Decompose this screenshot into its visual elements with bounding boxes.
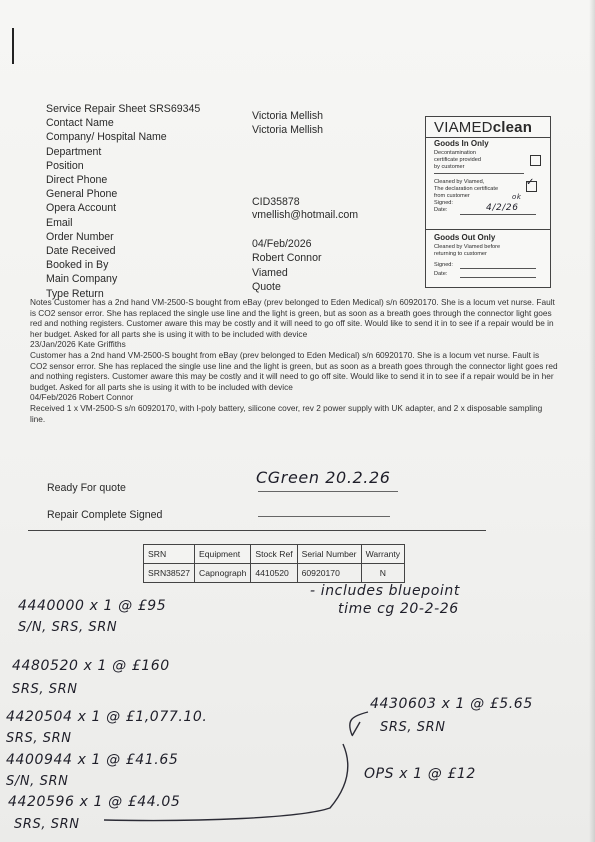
value-opera-account: CID35878 <box>252 196 300 208</box>
ready-signature: CGreen 20.2.26 <box>256 468 391 487</box>
value-email: vmellish@hotmail.com <box>252 209 359 221</box>
label-email: Email <box>46 216 73 229</box>
goods-in-title: Goods In Only <box>434 139 489 148</box>
label-type-return: Type Return <box>46 287 104 300</box>
note-paragraph: Notes Customer has a 2nd hand VM-2500-S bought from eBay (prev belonged to Eden Medical) s/n 60920170. She is a locum vet nurse. Fault is CO2 sensor error. She has replaced the single use line and the light is green, but as soon as a breath goes through the connector light goes red and nothing registers. Customer aware this may be costly and it will need to go off site. Would like to send it in to see if a repair would be in her budget. Asked for all parts she is using it with to be included with device <box>30 297 555 339</box>
cleaned-line-3: from customer <box>434 193 470 199</box>
cell-stock-ref: 4410520 <box>251 564 297 583</box>
handwritten-part-tags: SRS, SRN <box>12 682 78 697</box>
cell-srn: SRN38527 <box>144 564 195 583</box>
value-contact-name: Victoria Mellish <box>252 110 324 122</box>
handwritten-part-line: 4420504 x 1 @ £1,077.10. <box>6 709 208 725</box>
label-order-number: Order Number <box>46 230 114 243</box>
repair-complete-label: Repair Complete Signed <box>47 509 163 521</box>
goods-in-line-2: certificate provided <box>434 157 481 163</box>
label-contact-name: Contact Name <box>46 117 114 130</box>
label-date-received: Date Received <box>46 245 116 258</box>
col-srn: SRN <box>144 545 195 564</box>
cleaned-line-1: Cleaned by Viamed, <box>434 179 485 185</box>
handwritten-part-tags: SRS, SRN <box>380 720 446 735</box>
handwritten-part-line: 4430603 x 1 @ £5.65 <box>370 696 533 712</box>
handwritten-part-line: OPS x 1 @ £12 <box>364 766 476 782</box>
bracket-stroke <box>352 722 360 736</box>
handwritten-part-line: 4440000 x 1 @ £95 <box>18 598 167 614</box>
stamp-signed-label: Signed: <box>434 200 453 206</box>
sheet-title: Service Repair Sheet SRS69345 <box>46 103 201 115</box>
value-type-return: Quote <box>252 281 281 293</box>
label-company: Company/ Hospital Name <box>46 131 167 144</box>
goods-in-line-3: by customer <box>434 164 465 170</box>
value-company: Victoria Mellish <box>252 124 324 136</box>
handwritten-part-line: 4420596 x 1 @ £44.05 <box>8 794 181 810</box>
value-date-received: 04/Feb/2026 <box>252 238 312 250</box>
goods-out-line-1: Cleaned by Viamed before <box>434 244 501 250</box>
note-author-line: 04/Feb/2026 Robert Connor <box>30 392 134 403</box>
label-opera-account: Opera Account <box>46 202 117 215</box>
label-booked-in-by: Booked in By <box>46 259 109 272</box>
handwritten-part-tags: SRS, SRN <box>6 731 72 746</box>
note-paragraph: Customer has a 2nd hand VM-2500-S bought from eBay (prev belonged to Eden Medical) s/n 60920170. She is a locum vet nurse. Fault is CO2 sensor error. She has replaced the single use line and the light is green, but as soon as a breath goes through the connector light goes red and nothing registers. Customer aware this may be costly and it will need to go off site. Would like to send it in to see if a repair would be in her budget. Asked for all parts she is using it with to be included with device <box>30 349 558 392</box>
stamp-signed-date: 4/2/26 <box>486 203 519 213</box>
handwritten-part-tags: SRS, SRN <box>14 817 80 832</box>
cell-serial-number: 60920170 <box>297 564 361 583</box>
label-position: Position <box>46 159 84 172</box>
goods-out-title: Goods Out Only <box>434 233 496 242</box>
note-author-line: 23/Jan/2026 Kate Griffiths <box>30 339 126 350</box>
col-equipment: Equipment <box>195 545 251 564</box>
handwritten-note: time cg 20-2-26 <box>338 601 459 617</box>
handwritten-part-line: 4400944 x 1 @ £41.65 <box>6 752 179 768</box>
goods-out-date-label: Date: <box>434 271 448 277</box>
ready-for-quote-label: Ready For quote <box>47 482 126 494</box>
col-stock-ref: Stock Ref <box>251 545 297 564</box>
goods-out-line-2: returning to customer <box>434 251 487 257</box>
cleaned-line-2: The declaration certificate <box>434 186 499 192</box>
handwritten-part-line: 4480520 x 1 @ £160 <box>12 658 170 674</box>
stamp-date-label: Date: <box>434 207 448 213</box>
label-main-company: Main Company <box>46 273 118 286</box>
label-direct-phone: Direct Phone <box>46 174 108 187</box>
value-main-company: Viamed <box>252 267 288 279</box>
col-warranty: Warranty <box>361 545 405 564</box>
note-paragraph: Received 1 x VM-2500-S s/n 60920170, with l-poly battery, silicone cover, rev 2 power supply with UK adapter, and 2 x disposable sampling line. <box>30 402 543 424</box>
value-booked-in-by: Robert Connor <box>252 252 322 264</box>
handwritten-part-tags: S/N, SRN <box>6 774 69 789</box>
cell-equipment: Capnograph <box>195 564 251 583</box>
goods-in-line-1: Decontamination <box>434 150 476 156</box>
handwritten-part-tags: S/N, SRS, SRN <box>18 620 118 635</box>
tick-mark: ✓ <box>526 177 535 188</box>
label-general-phone: General Phone <box>46 188 118 201</box>
handwritten-note: - includes bluepoint <box>310 583 460 599</box>
goods-out-signed-label: Signed: <box>434 262 453 268</box>
ok-mark: ok <box>512 193 522 201</box>
cell-warranty: N <box>361 564 405 583</box>
label-department: Department <box>46 145 102 158</box>
arrow-stroke <box>104 744 348 821</box>
col-serial-number: Serial Number <box>297 545 361 564</box>
viamed-clean-logo: VIAMEDclean <box>434 119 533 136</box>
